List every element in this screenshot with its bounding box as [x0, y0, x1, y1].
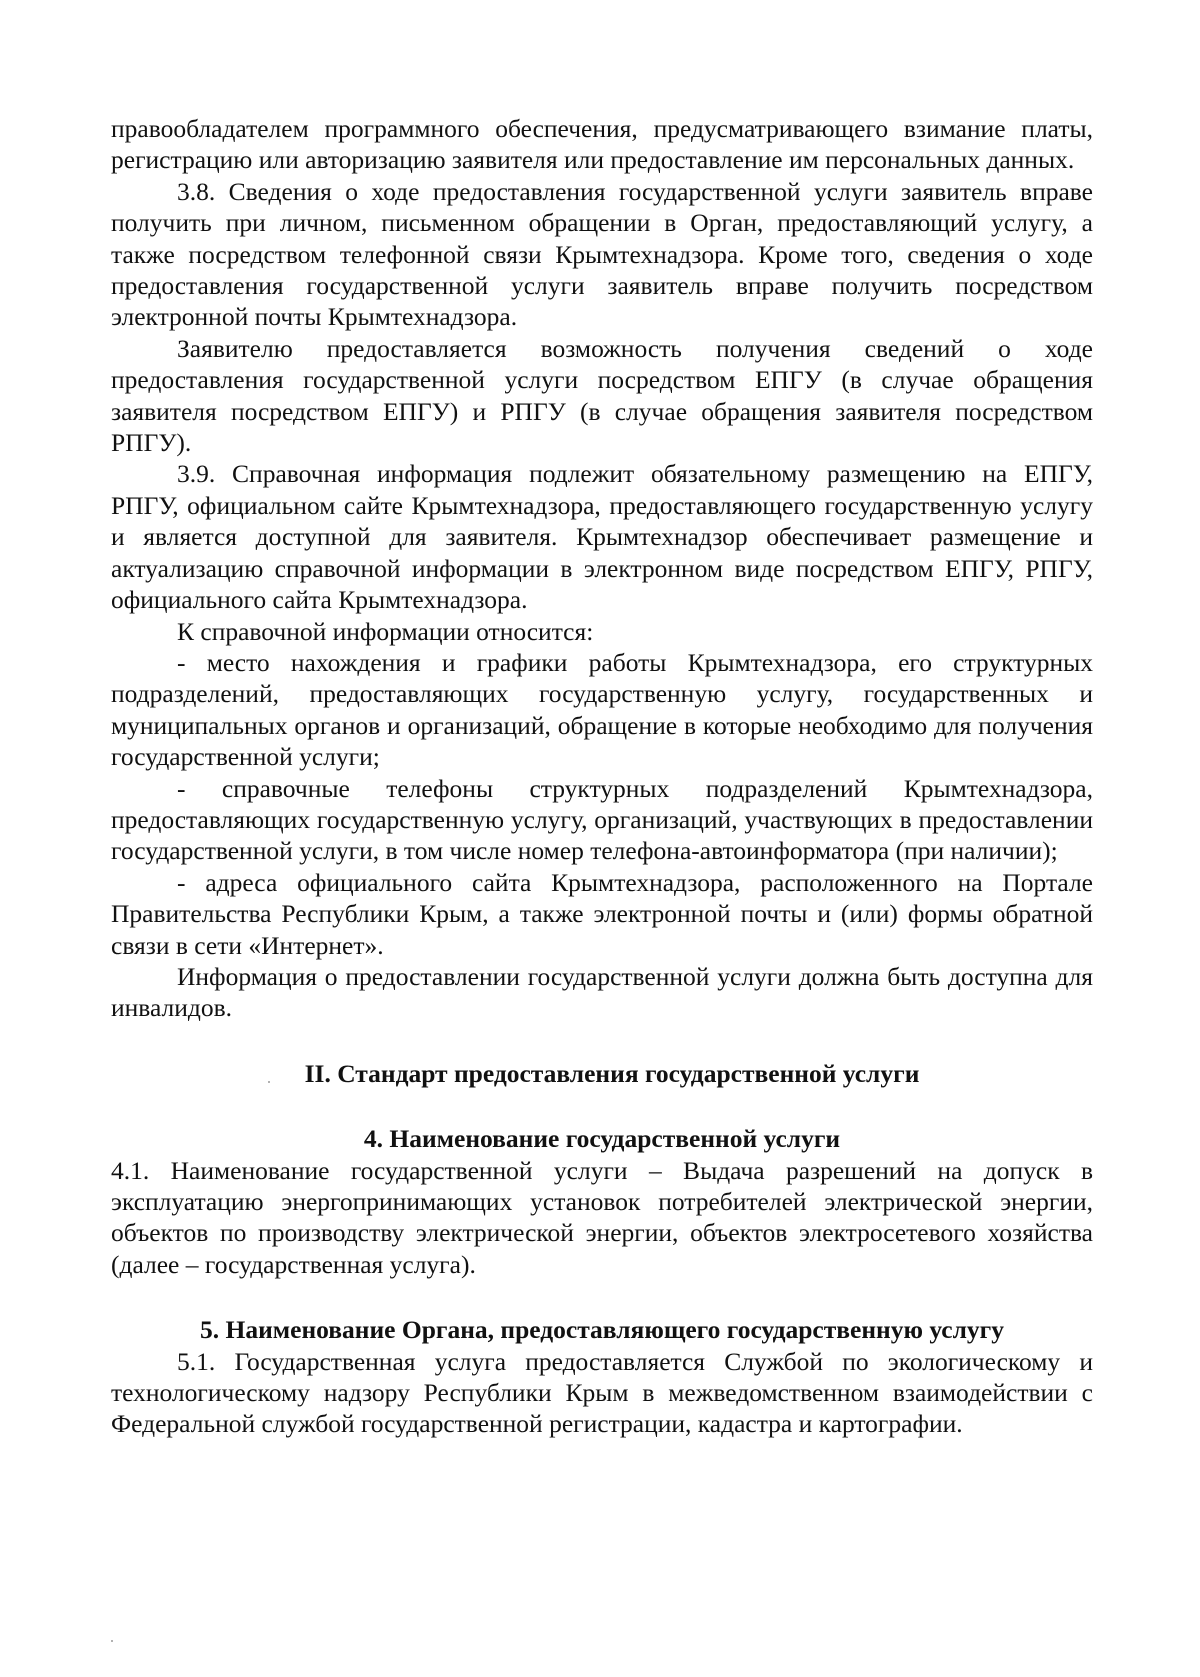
paragraph-4-1: 4.1. Наименование государственной услуги – Выдача разрешений на допуск в эксплуатацию энергопринимающих установок потребителей электрической энергии, объектов по производству электрической энергии, объектов электросетевого хозяйства (далее – государственная услуга).	[111, 1155, 1093, 1279]
scan-artifact-dot	[268, 1081, 270, 1083]
list-item-phones: - справочные телефоны структурных подразделений Крымтехнадзора, предоставляющих государственную услугу, организаций, участвующих в предоставлении государственной услуги, в том числе номер телефона-автоинформатора (при наличии);	[111, 773, 1093, 866]
list-item-addresses: - адреса официального сайта Крымтехнадзора, расположенного на Портале Правительства Республики Крым, а также электронной почты и (или) формы обратной связи в сети «Интернет».	[111, 867, 1093, 960]
paragraph-3-8: 3.8. Сведения о ходе предоставления государственной услуги заявитель вправе получить при личном, письменном обращении в Орган, предоставляющий услугу, а также посредством телефонной связи Крымтехнадзора. Кроме того, сведения о ходе предоставления государственной услуги заявитель вправе получить посредством электронной почты Крымтехнадзора.	[111, 176, 1093, 332]
section-heading-standard: II. Стандарт предоставления государственной услуги	[304, 1058, 920, 1088]
document-body	[111, 113, 1093, 1440]
heading-service-name: 4. Наименование государственной услуги	[363, 1124, 841, 1154]
paragraph-continuation: правообладателем программного обеспечения, предусматривающего взимание платы, регистрацию или авторизацию заявителя или предоставление им персональных данных.	[111, 114, 1093, 175]
paragraph-reference-info-intro: К справочной информации относится:	[177, 616, 594, 646]
paragraph-3-9: 3.9. Справочная информация подлежит обязательному размещению на ЕПГУ, РПГУ, официальном сайте Крымтехнадзора, предоставляющего государственную услугу и является доступной для заявителя. Крымтехнадзор обеспечивает размещение и актуализацию справочной информации в электронном виде посредством ЕПГУ, РПГУ, официального сайта Крымтехнадзора.	[111, 459, 1093, 615]
list-item-location: - место нахождения и графики работы Крымтехнадзора, его структурных подразделений, предоставляющих государственную услугу, государственных и муниципальных органов и организаций, обращение в которые необходимо для получения государственной услуги;	[111, 647, 1093, 772]
heading-authority-name: 5. Наименование Органа, предоставляющего государственную услугу	[199, 1315, 1004, 1345]
paragraph-5-1: 5.1. Государственная услуга предоставляется Службой по экологическому и технологическому надзору Республики Крым в межведомственном взаимодействии с Федеральной службой государственной регистрации, кадастра и картографии.	[111, 1346, 1093, 1439]
scan-artifact-dot	[111, 1640, 113, 1642]
paragraph-applicant-info: Заявителю предоставляется возможность получения сведений о ходе предоставления государственной услуги посредством ЕПГУ (в случае обращения заявителя посредством ЕПГУ) и РПГУ (в случае обращения заявителя посредством РПГУ).	[111, 333, 1093, 458]
paragraph-accessibility: Информация о предоставлении государственной услуги должна быть доступна для инвалидов.	[111, 961, 1093, 1023]
